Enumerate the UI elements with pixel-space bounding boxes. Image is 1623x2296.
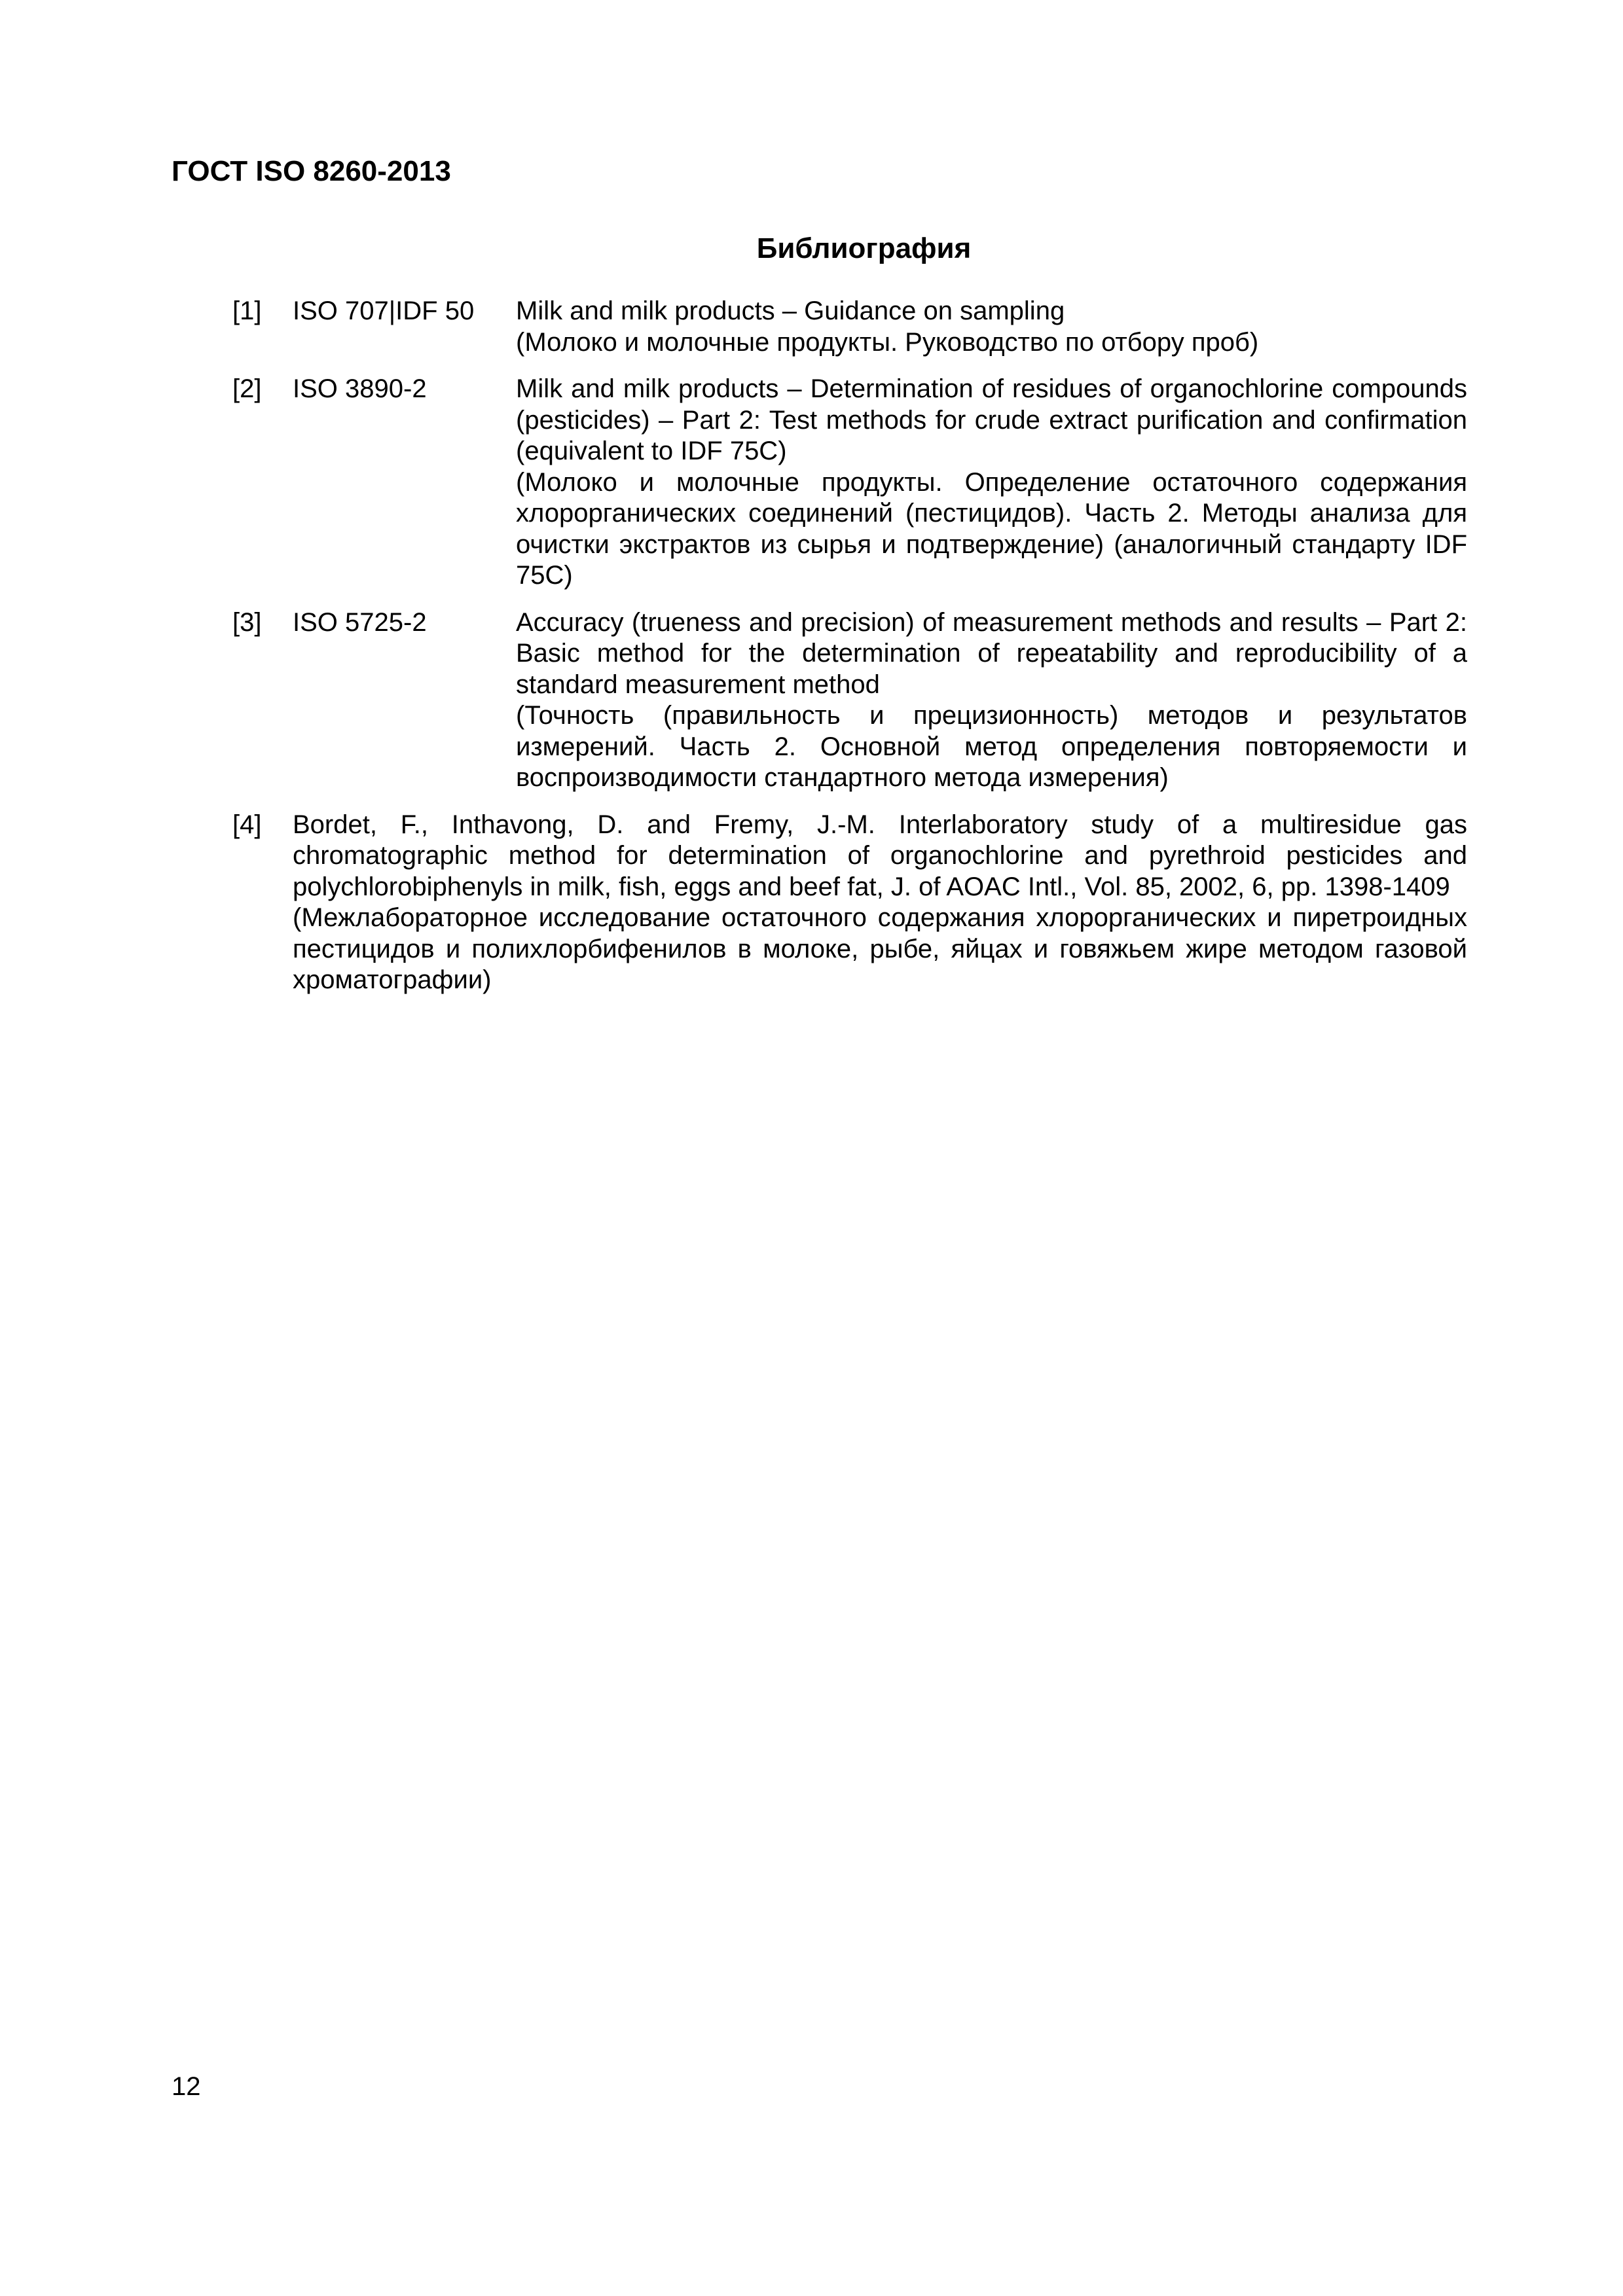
reference-translation: (Межлабораторное исследование остаточного содержания хлорорганических и пиретроидных пестицидов и полихлорбифенилов в молоке, рыбе, яйцах и говяжьем жире методом газовой хроматографии)	[293, 903, 1467, 994]
document-designation: ГОСТ ISO 8260-2013	[172, 155, 451, 187]
bibliography-title: Библиография	[756, 232, 972, 264]
reference-item-3	[232, 607, 1467, 794]
reference-code: ISO 3890-2	[293, 374, 427, 403]
reference-item-2	[232, 374, 1467, 592]
reference-text: Milk and milk products – Guidance on sampling	[516, 296, 1065, 325]
reference-text: Bordet, F., Inthavong, D. and Fremy, J.-M. Interlaboratory study of a multiresidue gas chromatographic method for determination of organochlorine and pyrethroid pesticides and polychlorobiphenyls in milk, fish, eggs and beef fat, J. of AOAC Intl., Vol. 85, 2002, 6, pp. 1398-1409	[293, 810, 1467, 901]
reference-body	[516, 296, 1467, 358]
reference-text: Accuracy (trueness and precision) of measurement methods and results – Part 2: Basic method for the determination of repeatability and reproducibility of a standard measurement method	[516, 607, 1467, 699]
page-number: 12	[172, 2072, 201, 2101]
reference-item-4	[232, 810, 1467, 996]
reference-number: [2]	[232, 374, 262, 403]
reference-item-1	[232, 296, 1467, 358]
reference-number: [4]	[232, 810, 262, 839]
reference-translation: (Молоко и молочные продукты. Руководство по отбору проб)	[516, 327, 1259, 357]
bibliography-list	[232, 296, 1467, 1012]
reference-number: [3]	[232, 607, 262, 637]
reference-translation: (Точность (правильность и прецизионность) методов и результатов измерений. Часть 2. Основной метод определения повторяемости и воспроизводимости стандартного метода измерения)	[516, 701, 1467, 792]
reference-text: Milk and milk products – Determination of residues of organochlorine compounds (pesticides) – Part 2: Test methods for crude extract purification and confirmation (equivalent to IDF 75C)	[516, 374, 1467, 465]
reference-body	[516, 374, 1467, 592]
reference-body	[293, 810, 1467, 996]
reference-body	[516, 607, 1467, 794]
reference-number: [1]	[232, 296, 262, 325]
reference-code: ISO 5725-2	[293, 607, 427, 637]
reference-translation: (Молоко и молочные продукты. Определение остаточного содержания хлорорганических соединений (пестицидов). Часть 2. Методы анализа для очистки экстрактов из сырья и подтверждение) (аналогичный стандарту IDF 75C)	[516, 467, 1467, 590]
reference-code: ISO 707|IDF 50	[293, 296, 475, 325]
